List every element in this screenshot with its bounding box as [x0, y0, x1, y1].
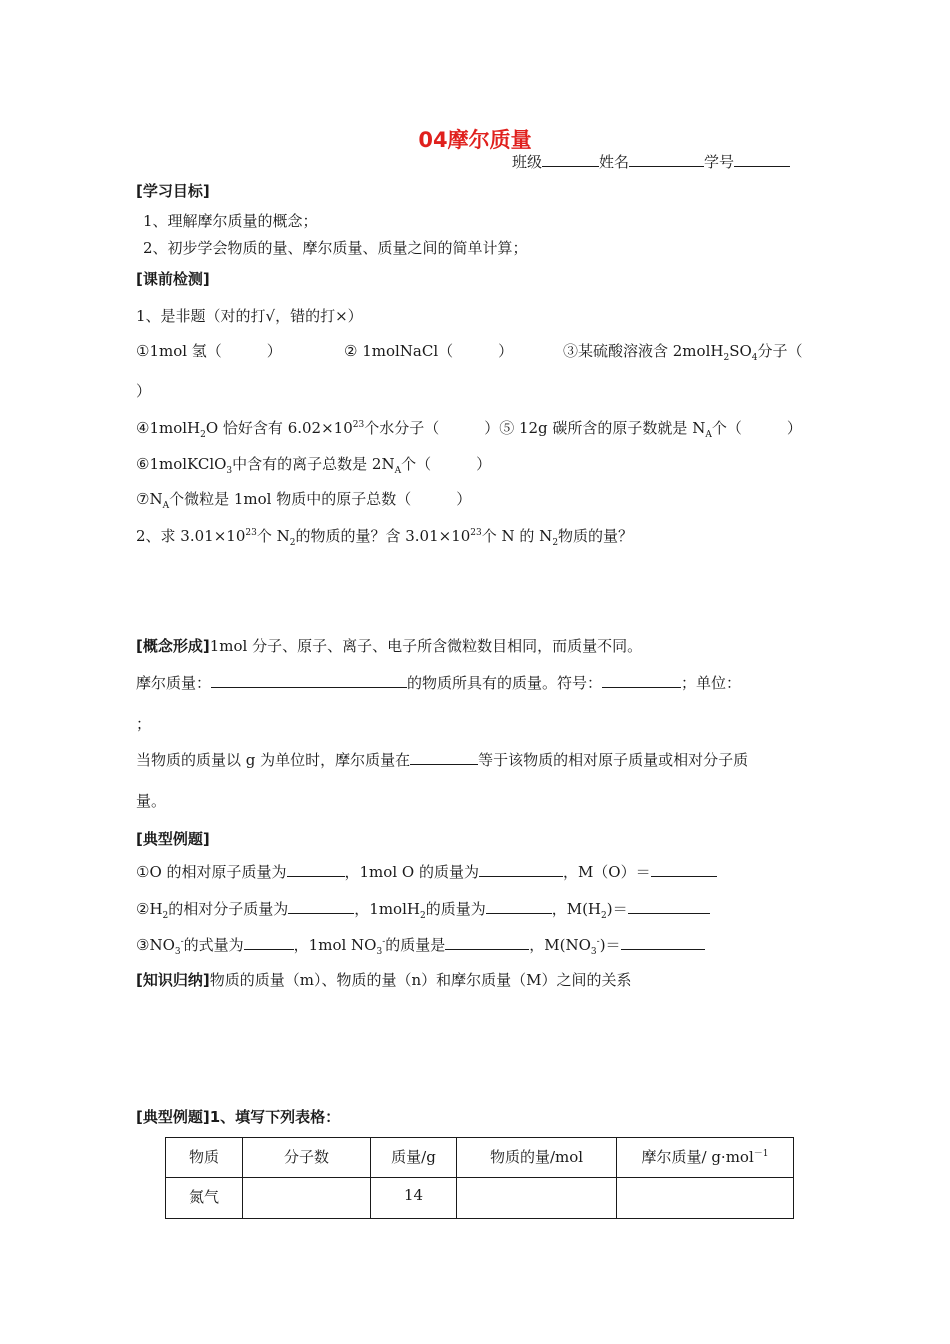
table-header: 物质的量/mol	[457, 1138, 617, 1178]
concept-heading: [概念形成]	[136, 637, 210, 655]
tf-item-6: ⑥1molKClO$_3$中含有的离子总数是 $2N_A$个（ ）	[136, 455, 492, 476]
example-line-2: $②H_2$的相对分子质量为 ，1molH$_2$的质量为 ，$M(H_2)=$	[136, 899, 710, 919]
tf-item-7: $⑦N_A$个微粒是 1mol 物质中的原子总数（ ）	[136, 490, 472, 511]
summary-line: [知识归纳]物质的质量（m）、物质的量（n）和摩尔质量（M）之间的关系	[136, 971, 632, 989]
pretest-heading: [课前检测]	[136, 270, 210, 288]
name-blank[interactable]	[629, 152, 704, 167]
example-line-1: ①O 的相对原子质量为 ，1mol O 的质量为 ，M（O）＝	[136, 862, 717, 882]
class-label: 班级	[512, 153, 543, 171]
table-cell[interactable]	[617, 1178, 794, 1219]
objective-item: 2、初步学会物质的量、摩尔质量、质量之间的简单计算；	[143, 239, 528, 257]
tf-item-1: ①1mol 氢（ ）	[136, 342, 282, 360]
table-cell[interactable]	[457, 1178, 617, 1219]
name-label: 姓名	[599, 153, 630, 171]
table-cell: 14	[371, 1178, 457, 1219]
example-line-3: $③NO_3^-$的式量为 ，1mol $NO_3^-$的质量是 ，$M(NO_3^-)=$	[136, 935, 705, 955]
table-header: 分子数	[243, 1138, 371, 1178]
definition-blank[interactable]	[211, 673, 407, 688]
page-title: 04摩尔质量	[418, 128, 532, 152]
id-blank[interactable]	[734, 152, 790, 167]
table-cell[interactable]	[243, 1178, 371, 1219]
tf-item-3-end: ）	[136, 382, 152, 400]
id-label: 学号	[704, 153, 735, 171]
symbol-blank[interactable]	[602, 673, 681, 688]
data-table	[165, 1137, 794, 1219]
student-info-line	[512, 152, 790, 172]
definition-end: ；	[136, 715, 152, 733]
objectives-heading: [学习目标]	[136, 182, 210, 200]
class-blank[interactable]	[542, 152, 599, 167]
table-header: 物质	[166, 1138, 243, 1178]
objective-item: 1、理解摩尔质量的概念；	[143, 212, 318, 230]
table-row	[166, 1178, 794, 1219]
tf-item-2: ② 1molNaCl（ ）	[344, 342, 514, 360]
question-2: 2、求 $3.01\times 10^{23}$个 $N_2$的物质的量？含 $3.01\times 10^{23}$个 N 的 $N_2$物质的量？	[136, 527, 634, 548]
molar-mass-relation: 当物质的质量以 g 为单位时，摩尔质量在 等于该物质的相对原子质量或相对分子质	[136, 751, 749, 769]
tf-item-4-5: ④1molH$_2$O 恰好含有 $6.02\times 10^{23}$个水分子（ ）⑤ 12g 碳所含的原子数就是 $N_A$个（ ）	[136, 419, 802, 440]
concept-line-1: [概念形成]1mol 分子、原子、离子、电子所含微粒数目相同，而质量不同。	[136, 637, 643, 655]
question-1: 1、是非题（对的打√，错的打×）	[136, 307, 363, 325]
molar-mass-definition: 摩尔质量： 的物质所具有的质量。符号： ；单位：	[136, 674, 742, 692]
table-exercise-heading: [典型例题]1、填写下列表格：	[136, 1108, 341, 1126]
table-header: 质量/g	[371, 1138, 457, 1178]
relation-end: 量。	[136, 792, 167, 810]
table-header-row	[166, 1138, 794, 1178]
tf-item-3: ③某硫酸溶液含 $2molH_2SO_4$分子（	[563, 342, 803, 363]
example-heading: [典型例题]	[136, 830, 210, 848]
table-cell: 氮气	[166, 1178, 243, 1219]
table-header: 摩尔质量/ g·mol$^{-1}$	[617, 1138, 794, 1178]
summary-heading: [知识归纳]	[136, 971, 210, 989]
relation-blank[interactable]	[410, 750, 478, 765]
